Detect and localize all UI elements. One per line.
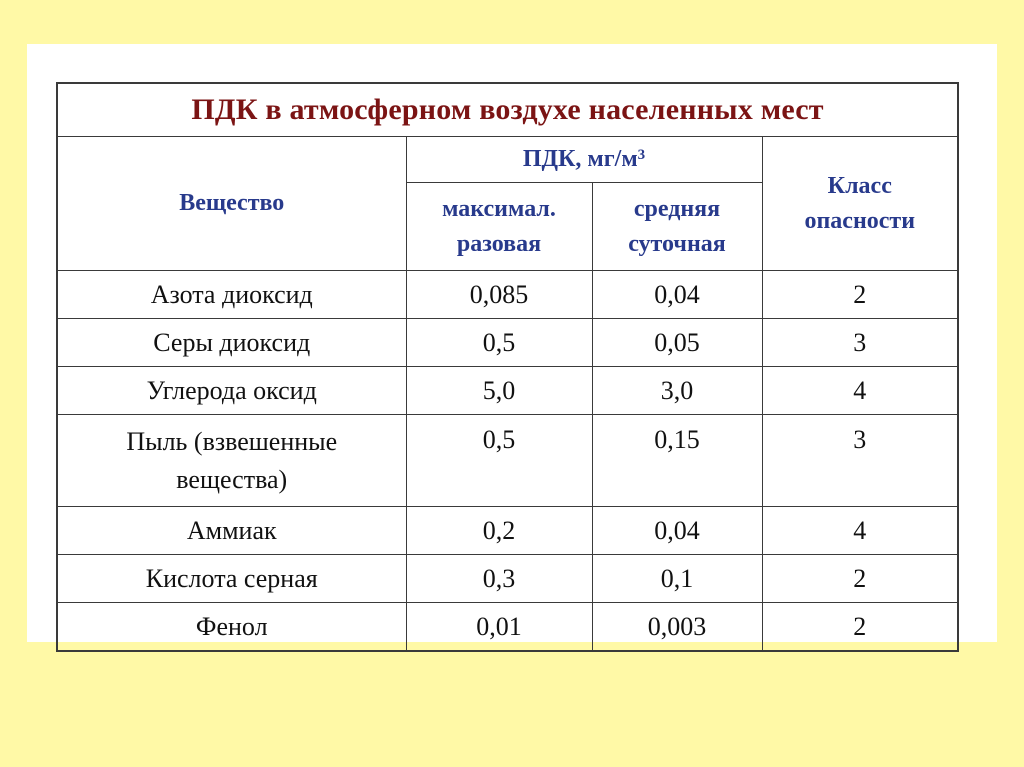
cell-substance: Азота диоксид — [57, 271, 406, 319]
header-max-single-label: максимал. разовая — [442, 195, 556, 257]
table-row — [57, 271, 958, 319]
cell-max-single: 5,0 — [406, 367, 592, 415]
table-row — [57, 603, 958, 652]
table-title: ПДК в атмосферном воздухе населенных мест — [57, 83, 958, 137]
cell-hazard-class: 2 — [762, 603, 958, 652]
header-max-single — [406, 183, 592, 271]
header-pdk-unit-sup: 3 — [637, 147, 646, 163]
cell-hazard-class: 4 — [762, 367, 958, 415]
header-row-top — [57, 137, 958, 183]
cell-max-single: 0,2 — [406, 507, 592, 555]
cell-max-single: 0,5 — [406, 415, 592, 507]
table-row — [57, 367, 958, 415]
header-pdk-group — [406, 137, 762, 183]
cell-hazard-class: 4 — [762, 507, 958, 555]
table-row — [57, 555, 958, 603]
cell-max-single: 0,5 — [406, 319, 592, 367]
cell-daily-avg: 0,04 — [592, 507, 762, 555]
cell-substance: Кислота серная — [57, 555, 406, 603]
pdk-table — [56, 82, 959, 652]
header-daily-avg-label: средняя суточная — [628, 195, 726, 257]
cell-hazard-class: 3 — [762, 415, 958, 507]
header-daily-avg — [592, 183, 762, 271]
header-hazard-class-label: Класс опасности — [804, 172, 916, 234]
table-row — [57, 319, 958, 367]
table-row — [57, 415, 958, 507]
cell-daily-avg: 0,15 — [592, 415, 762, 507]
cell-daily-avg: 0,1 — [592, 555, 762, 603]
header-substance: Вещество — [57, 137, 406, 271]
cell-substance: Аммиак — [57, 507, 406, 555]
cell-daily-avg: 0,04 — [592, 271, 762, 319]
cell-substance-label: Пыль (взвешенные вещества) — [126, 426, 338, 494]
cell-hazard-class: 3 — [762, 319, 958, 367]
slide-panel — [27, 44, 997, 642]
cell-daily-avg: 3,0 — [592, 367, 762, 415]
cell-substance — [57, 415, 406, 507]
cell-substance: Фенол — [57, 603, 406, 652]
cell-max-single: 0,3 — [406, 555, 592, 603]
table-row — [57, 507, 958, 555]
cell-substance: Углерода оксид — [57, 367, 406, 415]
cell-daily-avg: 0,003 — [592, 603, 762, 652]
header-hazard-class — [762, 137, 958, 271]
cell-substance: Серы диоксид — [57, 319, 406, 367]
cell-daily-avg: 0,05 — [592, 319, 762, 367]
table-title-row — [57, 83, 958, 137]
cell-max-single: 0,085 — [406, 271, 592, 319]
cell-max-single: 0,01 — [406, 603, 592, 652]
cell-hazard-class: 2 — [762, 555, 958, 603]
header-pdk-label: ПДК, мг/м — [522, 146, 638, 172]
cell-hazard-class: 2 — [762, 271, 958, 319]
